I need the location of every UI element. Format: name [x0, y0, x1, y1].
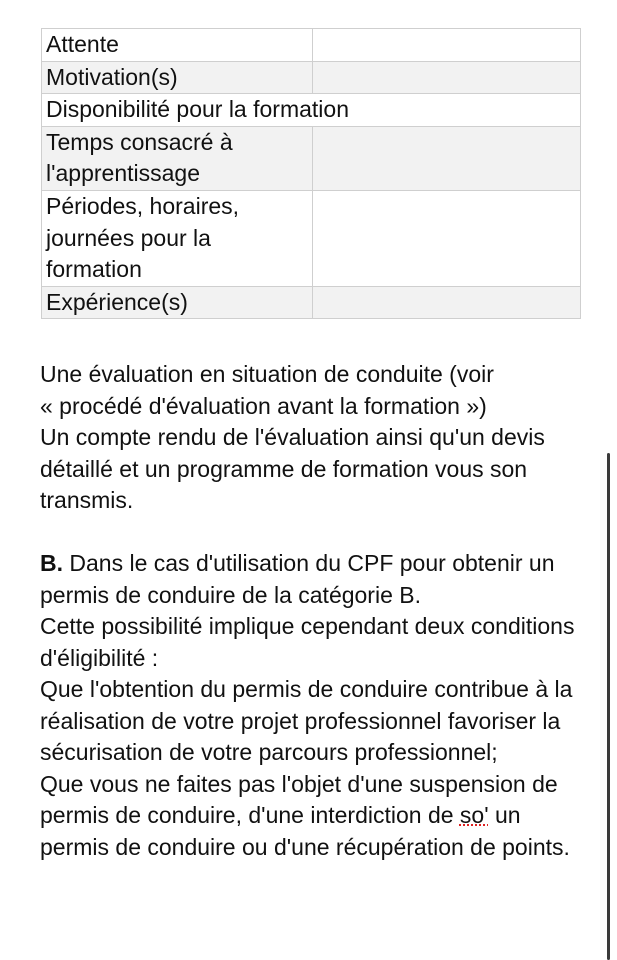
table-row: [42, 126, 581, 190]
row-value-periodes[interactable]: [313, 190, 581, 286]
candidate-info-table: [41, 28, 581, 319]
row-value-experience[interactable]: [313, 286, 581, 319]
section-b-text: Dans le cas d'utilisation du CPF pour obtenir un permis de conduire de la catégorie B.: [40, 550, 555, 608]
paragraph-spacer: [40, 517, 590, 549]
evaluation-line-1: Une évaluation en situation de conduite (voir: [40, 361, 494, 387]
section-b-heading: [40, 548, 590, 611]
condition-1: Que l'obtention du permis de conduire contribue à la réalisation de votre projet professionnel favoriser la sécurisation de votre parcours professionnel;: [40, 676, 573, 765]
row-label-attente: Attente: [42, 29, 313, 62]
row-label-experience: Expérience(s): [42, 286, 313, 319]
condition-2-before: Que vous ne faites pas l'objet d'une suspension de permis de conduire, d'une interdiction de: [40, 770, 558, 828]
row-label-periodes: Périodes, horaires, journées pour la formation: [42, 190, 313, 286]
table-row: [42, 29, 581, 62]
spellcheck-word[interactable]: so': [459, 802, 489, 828]
conditions-intro: Cette possibilité implique cependant deux conditions d'éligibilité :: [40, 613, 575, 671]
section-b-marker: B.: [40, 550, 63, 576]
row-value-temps[interactable]: [313, 126, 581, 190]
condition-2: [40, 769, 590, 864]
row-value-attente[interactable]: [313, 29, 581, 62]
row-label-temps: Temps consacré à l'apprentissage: [42, 126, 313, 190]
row-label-motivation: Motivation(s): [42, 61, 313, 94]
vertical-scrollbar[interactable]: [607, 453, 610, 960]
evaluation-paragraph: [40, 359, 590, 422]
table-row: [42, 286, 581, 319]
row-label-disponibilite: Disponibilité pour la formation: [42, 94, 581, 127]
document-body: [40, 359, 590, 863]
condition-2-after: un permis de conduire ou d'une récupération de points.: [40, 802, 570, 860]
table-row: [42, 94, 581, 127]
table-row: [42, 190, 581, 286]
table-row: [42, 61, 581, 94]
evaluation-line-2: « procédé d'évaluation avant la formation »): [40, 392, 487, 419]
row-value-motivation[interactable]: [313, 61, 581, 94]
report-paragraph: Un compte rendu de l'évaluation ainsi qu'un devis détaillé et un programme de formation vous son transmis.: [40, 424, 545, 513]
